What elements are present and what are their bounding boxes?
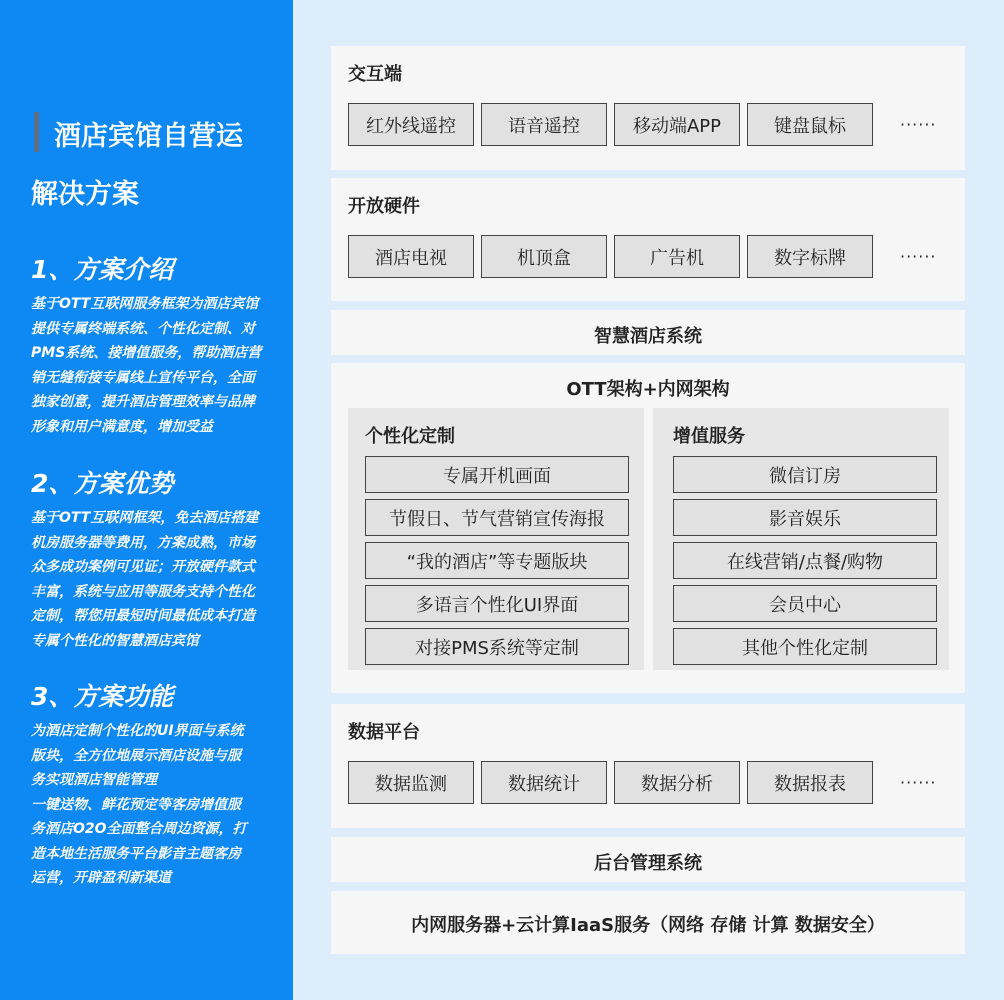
section-1-line: 形象和用户满意度，增加受益 — [31, 418, 213, 435]
section-3-line: 运营，开辟盈利新渠道 — [31, 870, 171, 886]
custom-panel — [348, 408, 644, 670]
chip-data-monitoring: 数据监测 — [348, 761, 474, 804]
custom-items — [365, 456, 629, 665]
smart-hotel-system-panel — [331, 310, 965, 355]
section-3-line: 为酒店定制个性化的UI界面与系统 — [31, 723, 244, 739]
section-2-heading: 2、方案优势 — [31, 469, 174, 498]
value-added-item: 会员中心 — [673, 585, 937, 622]
custom-item: 多语言个性化UI界面 — [365, 585, 629, 622]
custom-item: “我的酒店”等专题版块 — [365, 542, 629, 579]
title-accent-bar — [34, 112, 39, 152]
section-1-line: PMS系统、接增值服务，帮助酒店营 — [31, 345, 262, 361]
section-2-line: 众多成功案例可见证；开放硬件款式 — [31, 559, 255, 575]
value-added-item: 其他个性化定制 — [673, 628, 937, 665]
chip-digital-signage: 数字标牌 — [747, 235, 873, 278]
section-3-line: 版块，全方位地展示酒店设施与服 — [31, 747, 241, 764]
section-3-line: 一键送物、鲜花预定等客房增值服 — [31, 796, 241, 813]
section-3-heading: 3、方案功能 — [31, 682, 174, 711]
chip-set-top-box: 机顶盒 — [481, 235, 607, 278]
more-ellipsis: ······ — [900, 247, 937, 266]
section-1-line: 独家创意，提升酒店管理效率与品牌 — [31, 394, 255, 410]
data-platform-title: 数据平台 — [348, 722, 420, 743]
chip-ad-machine: 广告机 — [614, 235, 740, 278]
hardware-panel — [331, 178, 965, 301]
chip-voice-remote: 语音遥控 — [481, 103, 607, 146]
title-line-2: 解决方案 — [31, 179, 139, 210]
chip-mobile-app: 移动端APP — [614, 103, 740, 146]
chip-data-analysis: 数据分析 — [614, 761, 740, 804]
interaction-items — [348, 103, 937, 146]
custom-item: 节假日、节气营销宣传海报 — [365, 499, 629, 536]
architecture-title: OTT架构+内网架构 — [566, 379, 730, 400]
more-ellipsis: ······ — [900, 115, 937, 134]
section-1-line: 销无缝衔接专属线上宣传平台，全面 — [31, 369, 255, 386]
hardware-title: 开放硬件 — [348, 196, 420, 217]
title-line-1: 酒店宾馆自营运 — [54, 121, 243, 152]
section-2-line: 基于OTT互联网框架，免去酒店搭建 — [31, 510, 259, 526]
chip-infrared-remote: 红外线遥控 — [348, 103, 474, 146]
value-added-item: 微信订房 — [673, 456, 937, 493]
section-3-body — [31, 719, 271, 891]
infrastructure-panel — [331, 891, 965, 954]
data-platform-items — [348, 761, 937, 804]
value-added-item: 在线营销/点餐/购物 — [673, 542, 937, 579]
custom-title: 个性化定制 — [365, 426, 455, 447]
value-added-item: 影音娱乐 — [673, 499, 937, 536]
section-1-heading: 1、方案介绍 — [31, 255, 174, 284]
backend-panel — [331, 837, 965, 882]
hardware-items — [348, 235, 937, 278]
section-3-line: 务实现酒店智能管理 — [31, 772, 157, 788]
section-1-body — [31, 292, 271, 439]
section-2-line: 定制，帮您用最短时间最低成本打造 — [31, 608, 255, 624]
chip-data-reports: 数据报表 — [747, 761, 873, 804]
section-3-line: 造本地生活服务平台影音主题客房 — [31, 845, 241, 862]
chip-data-statistics: 数据统计 — [481, 761, 607, 804]
backend-label: 后台管理系统 — [594, 853, 702, 874]
more-ellipsis: ······ — [900, 773, 937, 792]
value-added-panel — [653, 408, 949, 670]
section-2-line: 专属个性化的智慧酒店宾馆 — [31, 632, 199, 649]
section-2-line: 机房服务器等费用，方案成熟，市场 — [31, 534, 255, 551]
sidebar — [0, 0, 293, 1000]
section-1-line: 提供专属终端系统、个性化定制、对 — [31, 320, 255, 337]
interaction-panel — [331, 46, 965, 170]
value-added-title: 增值服务 — [673, 426, 745, 447]
interaction-title: 交互端 — [348, 64, 402, 85]
custom-item: 专属开机画面 — [365, 456, 629, 493]
section-3-line: 务酒店O2O全面整合周边资源，打 — [31, 821, 247, 837]
custom-item: 对接PMS系统等定制 — [365, 628, 629, 665]
value-added-items — [673, 456, 937, 665]
infrastructure-label: 内网服务器+云计算IaaS服务（网络 存储 计算 数据安全） — [411, 915, 885, 936]
smart-hotel-system-label: 智慧酒店系统 — [594, 326, 702, 347]
chip-keyboard-mouse: 键盘鼠标 — [747, 103, 873, 146]
section-2-body — [31, 506, 271, 653]
section-1-line: 基于OTT互联网服务框架为酒店宾馆 — [31, 296, 259, 312]
section-2-line: 丰富，系统与应用等服务支持个性化 — [31, 583, 255, 600]
data-platform-panel — [331, 704, 965, 828]
chip-hotel-tv: 酒店电视 — [348, 235, 474, 278]
